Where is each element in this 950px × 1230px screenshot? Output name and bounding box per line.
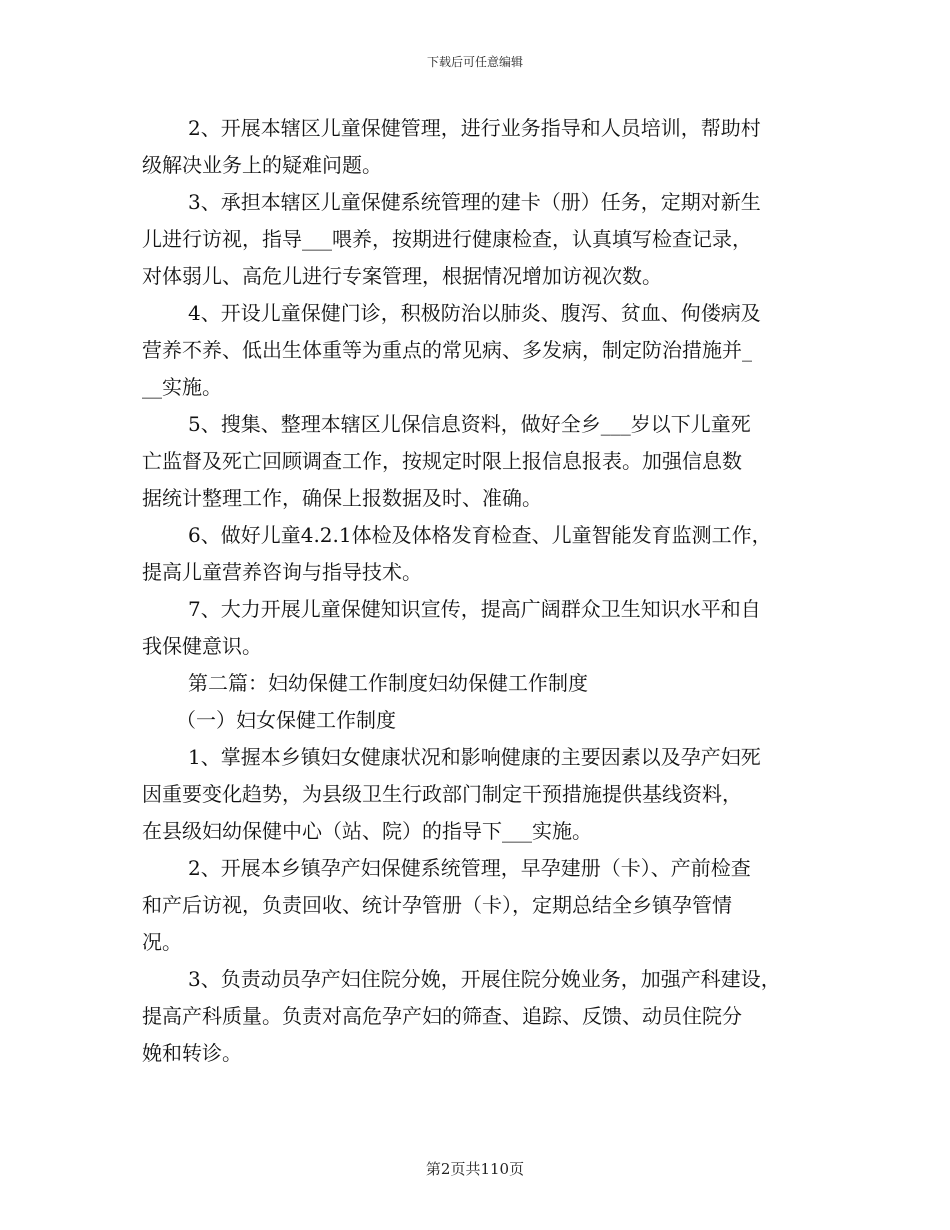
paragraph-line: 3、负责动员孕产妇住院分娩，开展住院分娩业务，加强产科建设， [188,967,781,991]
paragraph-line: __实施。 [142,375,222,399]
paragraph-line: 在县级妇幼保健中心（站、院）的指导下___实施。 [142,819,592,843]
section-heading: 第二篇：妇幼保健工作制度妇幼保健工作制度 [188,671,588,695]
paragraph-line: 提高产科质量。负责对高危孕产妇的筛查、追踪、反馈、动员住院分 [142,1004,742,1028]
page-number-footer: 第2页共110页 [425,1160,525,1178]
paragraph-line: 娩和转诊。 [142,1041,242,1065]
paragraph-line: 2、开展本辖区儿童保健管理，进行业务指导和人员培训，帮助村 [188,116,761,140]
page-header: 下载后可任意编辑 [426,55,523,69]
paragraph-line: 5、搜集、整理本辖区儿保信息资料，做好全乡___岁以下儿童死 [188,412,751,436]
paragraph-line: 提高儿童营养咨询与指导技术。 [142,560,422,584]
paragraph-line: 4、开设儿童保健门诊，积极防治以肺炎、腹泻、贫血、佝偻病及 [188,301,761,325]
paragraph-line: 儿进行访视，指导___喂养，按期进行健康检查，认真填写检查记录， [142,227,752,251]
paragraph-line: 和产后访视，负责回收、统计孕管册（卡），定期总结全乡镇孕管情 [142,893,732,917]
paragraph-line: 6、做好儿童4.2.1体检及体格发育检查、儿童智能发育监测工作， [188,523,772,547]
paragraph-line: 3、承担本辖区儿童保健系统管理的建卡（册）任务，定期对新生 [188,190,761,214]
paragraph-line: 对体弱儿、高危儿进行专案管理，根据情况增加访视次数。 [142,264,662,288]
paragraph-line: 级解决业务上的疑难问题。 [142,153,382,177]
paragraph-line: 我保健意识。 [142,634,262,658]
paragraph-line: 亡监督及死亡回顾调查工作，按规定时限上报信息报表。加强信息数 [142,449,742,473]
paragraph-line: 营养不养、低出生体重等为重点的常见病、多发病，制定防治措施并_ [142,338,752,362]
paragraph-line: 况。 [142,930,182,954]
subsection-heading: （一）妇女保健工作制度 [176,708,396,732]
paragraph-line: 因重要变化趋势，为县级卫生行政部门制定干预措施提供基线资料， [142,782,742,806]
document-body [142,110,822,1072]
paragraph-line: 7、大力开展儿童保健知识宣传，提高广阔群众卫生知识水平和自 [188,597,761,621]
paragraph-line: 据统计整理工作，确保上报数据及时、准确。 [142,486,542,510]
paragraph-line: 2、开展本乡镇孕产妇保健系统管理，早孕建册（卡）、产前检查 [188,856,751,880]
paragraph-line: 1、掌握本乡镇妇女健康状况和影响健康的主要因素以及孕产妇死 [188,745,761,769]
